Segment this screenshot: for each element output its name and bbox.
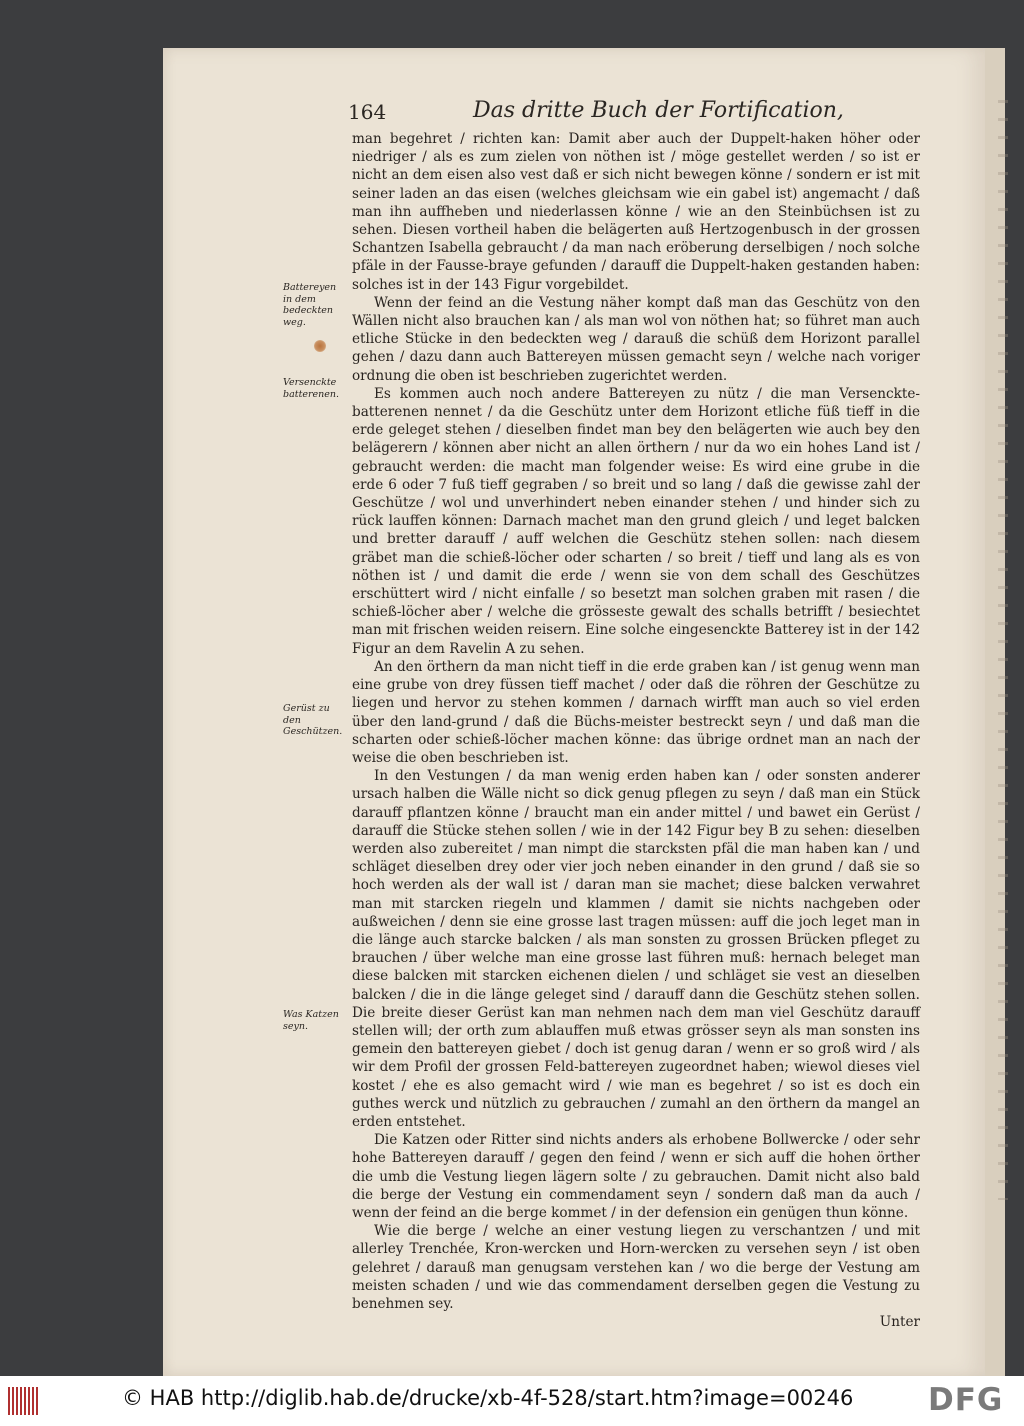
- paragraph-7: Wie die berge / welche an einer vestung liegen zu verschantzen / und mit allerley Trenchée, Kron-wercken und Horn-wercken zu versehen seyn / ist oben gelehret / darauß man genugsam verstehen kan / wo die berge der Vestung am meisten schaden / und wie das commendament derselben gegen die Vestung zu benehmen sey.: [352, 1223, 920, 1312]
- bleed-through-strip: [998, 100, 1008, 1200]
- paragraph-1: man begehret / richten kan: Damit aber auch der Duppelt-haken höher oder niedriger / als es zum zielen von nöthen ist / möge gestellet werden / so ist er nicht an dem eisen also vest daß er sich nicht bewegen könne / sondern er ist mit seiner laden an das eisen (welches gleichsam wie ein gabel ist) angemacht / daß man ihn auffheben und niederlassen könne / wie an den Steinbüchsen ist zu sehen. Diesen vortheil haben die belägerten auß Hertzogenbusch in der grossen Schantzen Isabella gebraucht / da man nach eröberung derselbigen / noch solche pfäle in der Fausse-braye gefunden / darauff die Duppelt-haken gestanden haben: solches ist in der 143 Figur vorgebildet.: [352, 131, 920, 293]
- ink-stain: [314, 340, 326, 352]
- running-title: Das dritte Buch der Fortification,: [473, 98, 844, 123]
- dfg-logo: DFG: [928, 1382, 1004, 1418]
- catchword: Unter: [879, 1314, 920, 1331]
- margin-note-versenckte: Versenckte batterenen.: [283, 377, 340, 400]
- paragraph-3: Es kommen auch noch andere Battereyen zu nütz / die man Versenckte-batterenen nennet / da die Geschütz unter dem Horizont etliche füß tieff in die erde geleget stehen / dieselben findet man bey den belägerten wie auch bey den belägerern / können aber nicht an allen örthern / nur da wo ein hohes Land ist / gebraucht werden: die macht man folgender weise: Es wird eine grube in die erde 6 oder 7 fuß tieff gegraben / so breit und so lang / daß die gewisse zahl der Geschütze / wol und unverhindert neben einander stehen / und hinder sich zu rück lauffen können: Darnach machet man den grund gleich / und leget balcken und bretter darauff / auff welchen die Geschütz stehen sollen: nach diesem gräbet man die schieß-löcher oder scharten / so breit / tieff und lang als es von nöthen ist / und damit die erde / wenn sie von dem schall des Geschützes erschüttert wird / nicht einfalle / so besetzt man solchen graben mit rasen / die schieß-löcher aber / welche die grösseste gewalt des schalls betrifft / besiechtet man mit frischen weiden reisern. Eine solche eingesenckte Batterey ist in der 142 Figur an dem Ravelin A zu sehen.: [352, 385, 920, 657]
- paragraph-2: Wenn der feind an die Vestung näher kompt daß man das Geschütz von den Wällen nicht also brauchen kan / als man wol von nöthen hat; so führet man auch etliche Stücke in den bedeckten weg / darauß die schüß dem Horizont parallel gehen / dazu dann auch Battereyen müssen gemacht seyn / welche nach voriger ordnung die oben ist beschrieben zugerichtet werden.: [352, 294, 920, 384]
- body-text: [352, 130, 920, 1331]
- hab-logo-icon: [8, 1387, 42, 1415]
- page-header: [348, 98, 948, 128]
- margin-note-battereyen: Battereyen in dem bedeckten weg.: [283, 282, 337, 328]
- paragraph-4: An den örthern da man nicht tieff in die erde graben kan / ist genug wenn man eine grube von drey füssen tieff machet / oder daß die röhren der Geschütze zu liegen und hervor zu stehen kommen / darnach wirfft man auch so viel erden über den land-grund / daß die Büchs-meister bestreckt seyn / und daß man die scharten oder schieß-löcher machen könne: das übrige ordnet man an nach der weise die oben beschrieben ist.: [352, 658, 920, 766]
- page-number: 164: [348, 100, 387, 124]
- margin-note-geruest: Gerüst zu den Geschützen.: [283, 703, 343, 737]
- margin-note-katzen: Was Katzen seyn.: [283, 1009, 339, 1032]
- paragraph-6: Die Katzen oder Ritter sind nichts anders als erhobene Bollwercke / oder sehr hohe Battereyen darauff / gegen den feind / wenn er sich auff die hohen örther die umb die Vestung liegen lägern solte / zu gebrauchen. Damit nicht also bald die berge der Vestung ein commendament seyn / sondern daß man da auch / wenn der feind an die berge kommet / in der defension ein genügen thun könne.: [352, 1132, 920, 1221]
- footer-bar: [0, 1376, 1024, 1426]
- paragraph-5: In den Vestungen / da man wenig erden haben kan / oder sonsten anderer ursach halben die Wälle nicht so dick genug pflegen zu seyn / daß man ein Stück darauff pflantzen könne / braucht man ein ander mittel / und bawet ein Gerüst / darauff die Stücke stehen sollen / wie in der 142 Figur bey B zu sehen: dieselben werden also zubereitet / man nimpt die starcksten pfäl die man haben kan / und schläget dieselben drey oder vier joch neben einander in den grund / daß sie so hoch werden als der wall ist / daran man sie machet; diese balcken verwahret man mit starcken riegeln und klammen / damit sie nichts nachgeben oder außweichen / denn sie eine grosse last tragen müssen: auff die joch leget man in die länge auch starcke balcken / als man sonsten zu grossen Brücken pfleget zu brauchen / über welche man eine grosse last führen muß: hernach beleget man diese balcken mit starcken eichenen dielen / und schläget sie vest an dieselben balcken / die in die länge geleget sind / darauff dann die Geschütz stehen sollen. Die breite dieser Gerüst kan man nehmen nach dem man viel Geschütz darauff stellen will; der orth zum ablauffen muß etwas grösser seyn als man sonsten ins gemein den battereyen giebet / doch ist genug daran / wenn er so groß wird / als wir dem Profil der grossen Feld-battereyen zugeordnet haben; wiewol dieses viel kostet / ehe es also gemacht wird / wie man es begehret / so ist es doch ein guthes werck und nützlich zu gebrauchen / zumahl an den örthern da mangel an erden entstehet.: [352, 768, 920, 1130]
- footer-credit-link[interactable]: © HAB http://diglib.hab.de/drucke/xb-4f-528/start.htm?image=00246: [122, 1386, 854, 1410]
